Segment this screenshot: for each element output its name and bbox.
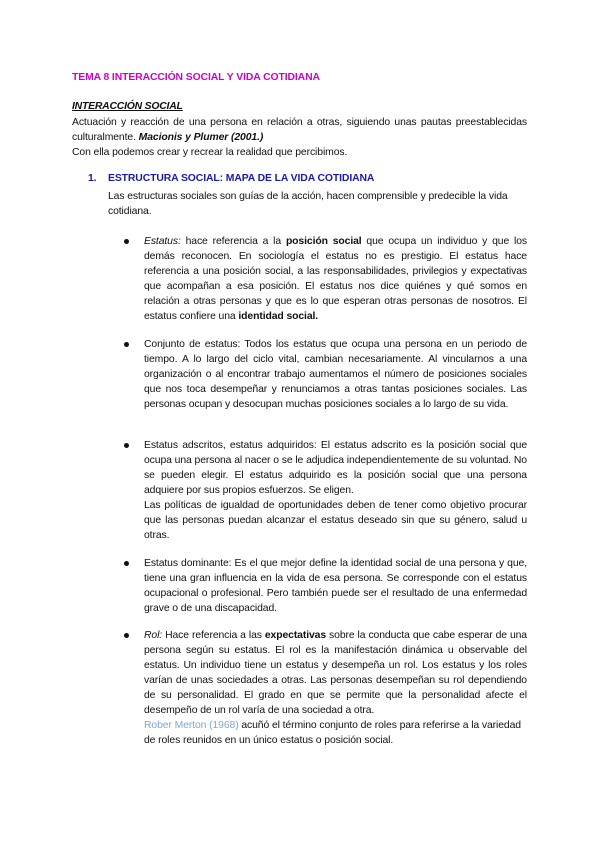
- bullet-dot-icon: [124, 342, 129, 347]
- text-fragment: sobre la conducta que cabe esperar de una persona según su estatus. El rol es la manifestación dinámica u observable del estatus. Un individuo tiene un estatus y desempeña un rol. Los estatus y los roles varían de unas sociedades a otras. Las personas desempeñan su rol dependiendo de su personalidad. El grado en que se permite que la personalidad afecte el desempeño de un rol varía de una sociedad a otra.: [144, 630, 527, 716]
- definition-text: Actuación y reacción de una persona en relación a otras, siguiendo unas pautas preestablecidas culturalmente.: [72, 117, 527, 143]
- bullet-dot-icon: [124, 239, 129, 244]
- text-fragment: acuñó el término conjunto de roles para referirse a la variedad de roles reunidos en un único estatus o posición social.: [144, 720, 521, 746]
- text-fragment: hace referencia a la: [180, 236, 286, 247]
- bullet-conjunto-estatus: [144, 337, 527, 412]
- definition-paragraph: [72, 115, 527, 145]
- bullet-text: Conjunto de estatus: Todos los estatus que ocupa una persona en un periodo de tiempo. A lo largo del ciclo vital, cambian necesariamente. Al vincularnos a una organización o al encontrar trabajo aumentamos el número de posiciones sociales que nos toca desempeñar y renunciamos a otras tantas posiciones sociales. Las personas ocupan y desocupan muchas posiciones sociales a lo largo de su vida.: [144, 339, 527, 410]
- subsection-intro: Las estructuras sociales son guías de la acción, hacen comprensible y predecible la vida cotidiana.: [108, 191, 508, 217]
- bullet-text: Estatus dominante: Es el que mejor define la identidad social de una persona y que, tiene una gran influencia en la vida de esa persona. Se corresponde con el estatus ocupacional o profesional. Pero también puede ser el resultado de una enfermedad grave o de una discapacidad.: [144, 558, 527, 614]
- subsection-number: 1.: [88, 173, 97, 184]
- bullet-dot-icon: [124, 561, 129, 566]
- subsection-title: ESTRUCTURA SOCIAL: MAPA DE LA VIDA COTIDIANA: [108, 173, 375, 184]
- bullet-estatus-dominante: [144, 556, 527, 616]
- bullet-text: [144, 234, 527, 324]
- bullet-dot-icon: [124, 443, 129, 448]
- bullet-text: Estatus adscritos, estatus adquiridos: El estatus adscrito es la posición social que ocupa una persona al nacer o se le adjudica independientemente de su voluntad. No se pueden elegir. El estatus adquirido es la posición social que una persona adquiere por sus propios esfuerzos. Se eligen.: [144, 440, 527, 496]
- section-heading: INTERACCIÓN SOCIAL: [72, 101, 183, 112]
- document-title: TEMA 8 INTERACCIÓN SOCIAL Y VIDA COTIDIANA: [72, 72, 320, 83]
- author-reference: Rober Merton (1968): [144, 720, 239, 731]
- term-rol: Rol:: [144, 630, 163, 641]
- bullet-dot-icon: [124, 633, 129, 638]
- text-fragment: que ocupa un individuo y que los demás reconocen. En sociología el estatus no es prestigio. El estatus hace referencia a una posición social, a las responsabilidades, privilegios y expectativas que acompañan a esa posición. El estatus nos dice quiénes y qué somos en relación a otras personas y que es lo que esperan otras personas de nosotros. El estatus confiere una: [144, 236, 527, 322]
- text-fragment: Hace referencia a las: [162, 630, 265, 641]
- section-intro: [72, 115, 527, 160]
- keyword-identidad-social: identidad social.: [238, 311, 319, 322]
- citation: Macionis y Plumer (2001.): [138, 132, 264, 143]
- merton-paragraph: [144, 718, 527, 748]
- subsection-heading: [88, 173, 374, 184]
- bullet-text: [144, 628, 527, 718]
- bullet-text-continued: Las políticas de igualdad de oportunidades deben de tener como objetivo procurar que las personas puedan alcanzar el estatus deseado sin que su género, salud u otras.: [144, 500, 527, 541]
- keyword-posicion-social: posición social: [285, 236, 362, 247]
- bullet-estatus-adscritos: [144, 438, 527, 543]
- bullet-rol: [144, 628, 527, 748]
- keyword-expectativas: expectativas: [264, 630, 327, 641]
- note-paragraph: Con ella podemos crear y recrear la realidad que percibimos.: [72, 147, 348, 158]
- bullet-estatus: [144, 234, 527, 324]
- term-estatus: Estatus:: [144, 236, 181, 247]
